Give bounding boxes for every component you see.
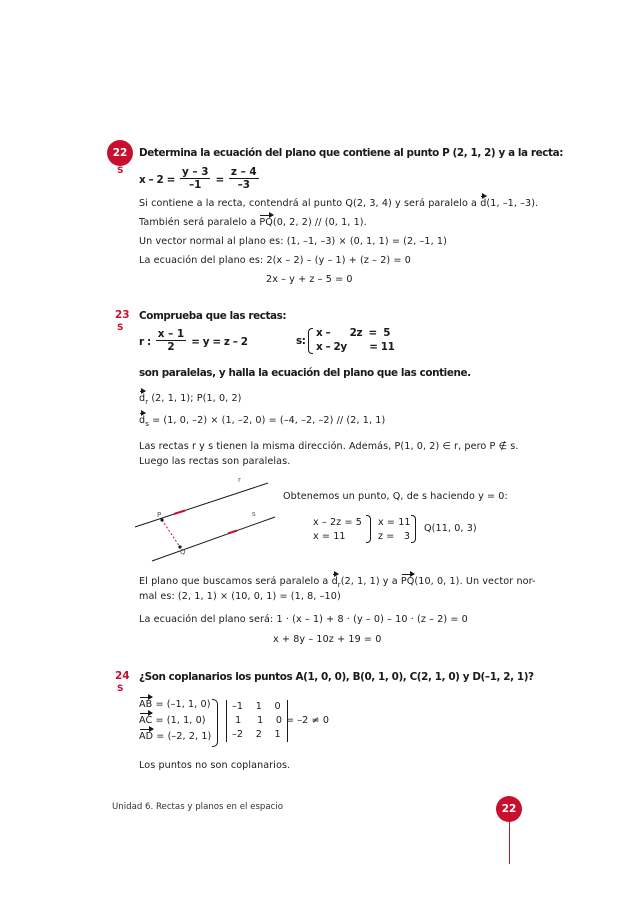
problem-heading: Comprueba que las rectas: bbox=[139, 310, 287, 322]
text: = (1, 1, 0) bbox=[152, 715, 206, 726]
denominator: –3 bbox=[237, 179, 250, 191]
denominator: 2 bbox=[167, 341, 175, 353]
system-row: x – 2y = 11 bbox=[316, 341, 395, 353]
det-row: –2 2 1 bbox=[232, 729, 281, 740]
footer-rule bbox=[509, 822, 510, 864]
right-brace bbox=[212, 699, 218, 747]
solution-mark: S bbox=[117, 323, 124, 333]
problem-heading: ¿Son coplanarios los puntos A(1, 0, 0), B(0, 1, 0), C(2, 1, 0) y D(–1, 2, 1)? bbox=[139, 671, 534, 683]
equals-sign: = bbox=[215, 174, 224, 186]
det-row: –1 1 0 bbox=[232, 701, 281, 712]
equation-left: x – 2 = bbox=[139, 174, 175, 186]
vector-line bbox=[139, 731, 211, 742]
denominator: –1 bbox=[188, 179, 202, 191]
vector-dr: d bbox=[331, 576, 338, 587]
fig-label-s: s bbox=[252, 510, 256, 518]
system-row: x – 2z = 5 bbox=[313, 517, 362, 528]
text-line bbox=[139, 217, 367, 228]
numerator: y – 3 bbox=[181, 166, 209, 178]
text-line: Luego las rectas son paralelas. bbox=[139, 456, 291, 467]
point-q-result: Q(11, 0, 3) bbox=[424, 523, 477, 534]
numerator: z – 4 bbox=[230, 166, 257, 178]
vector-line bbox=[139, 699, 211, 710]
left-brace bbox=[308, 328, 313, 354]
text: = (1, 0, –2) × (1, –2, 0) = (–4, –2, –2) // (2, 1, 1) bbox=[148, 415, 386, 426]
problem-number-22: 22 bbox=[107, 140, 133, 166]
line-s bbox=[152, 517, 275, 561]
vector-ac: AC bbox=[139, 715, 153, 726]
subscript: r bbox=[145, 397, 149, 406]
footer-unit-title: Unidad 6. Rectas y planos en el espacio bbox=[112, 802, 283, 812]
system-row: z = 3 bbox=[378, 531, 411, 542]
text-line: La ecuación del plano es: 2(x – 2) – (y – 1) + (z – 2) = 0 bbox=[139, 255, 411, 266]
text-line: Un vector normal al plano es: (1, –1, –3) × (0, 1, 1) = (2, –1, 1) bbox=[139, 236, 447, 247]
text-line bbox=[139, 415, 385, 428]
right-brace bbox=[411, 515, 416, 543]
vector-ab: AB bbox=[139, 699, 153, 710]
det-row: 1 1 0 bbox=[232, 715, 283, 726]
text-line: 2x – y + z – 5 = 0 bbox=[266, 274, 353, 285]
parallel-lines-figure bbox=[130, 475, 280, 565]
text-line: Las rectas r y s tienen la misma dirección. Además, P(1, 0, 2) ∈ r, pero P ∉ s. bbox=[139, 441, 519, 452]
problem-heading: Determina la ecuación del plano que contiene al punto P (2, 1, 2) y a la recta: bbox=[139, 147, 563, 159]
text: (1, –1, –3). bbox=[486, 198, 539, 209]
fraction bbox=[156, 328, 186, 353]
fraction bbox=[180, 166, 210, 191]
vector-pq: PQ bbox=[259, 217, 273, 228]
text: (0, 2, 2) // (0, 1, 1). bbox=[272, 217, 367, 228]
fraction bbox=[229, 166, 259, 191]
text: = (–2, 2, 1) bbox=[153, 731, 212, 742]
subscript: s bbox=[145, 419, 149, 428]
right-brace bbox=[366, 515, 371, 543]
line-equation bbox=[139, 166, 259, 191]
text: (2, 1, 1) y a bbox=[340, 576, 401, 587]
fig-label-r: r bbox=[238, 476, 241, 484]
r-rest: = y = z – 2 bbox=[191, 336, 248, 348]
det-result: = –2 ≠ 0 bbox=[286, 715, 330, 726]
text: También será paralelo a bbox=[139, 217, 260, 228]
text-line: Obtenemos un punto, Q, de s haciendo y = 0: bbox=[283, 491, 508, 502]
segment-pq bbox=[162, 520, 180, 547]
vector-dr: d bbox=[139, 393, 146, 404]
vector-ad: AD bbox=[139, 731, 154, 742]
problem-heading-cont: son paralelas, y halla la ecuación del plano que las contiene. bbox=[139, 367, 471, 379]
arrow-s bbox=[228, 531, 237, 534]
fig-label-q: Q bbox=[180, 548, 186, 556]
problem-number-23: 23 bbox=[115, 309, 130, 321]
text-line: La ecuación del plano será: 1 · (x – 1) + 8 · (y – 0) – 10 · (z – 2) = 0 bbox=[139, 614, 468, 625]
s-label: s: bbox=[296, 335, 306, 347]
page-number: 22 bbox=[496, 796, 522, 822]
text: Si contiene a la recta, contendrá al punto Q(2, 3, 4) y será paralelo a bbox=[139, 198, 481, 209]
vector-line bbox=[139, 715, 206, 726]
system-row: x – 2z = 5 bbox=[316, 327, 391, 339]
solution-mark: S bbox=[117, 166, 124, 176]
fig-label-p: P bbox=[157, 511, 162, 519]
subscript: r bbox=[337, 580, 341, 589]
text-line: mal es: (2, 1, 1) × (10, 0, 1) = (1, 8, –10) bbox=[139, 591, 341, 602]
text-line bbox=[139, 576, 536, 589]
text-line bbox=[139, 393, 242, 406]
line-r bbox=[135, 483, 268, 527]
vector-pq: PQ bbox=[400, 576, 415, 587]
problem-number-24: 24 bbox=[115, 670, 130, 682]
solution-mark: S bbox=[117, 684, 124, 694]
text-line bbox=[139, 198, 538, 209]
text: = (–1, 1, 0) bbox=[152, 699, 211, 710]
arrow-r bbox=[174, 511, 185, 515]
text: (10, 0, 1). Un vector nor- bbox=[414, 576, 536, 587]
r-label: r : bbox=[139, 336, 151, 348]
system-row: x = 11 bbox=[313, 531, 346, 542]
system-row: x = 11 bbox=[378, 517, 411, 528]
text-line: x + 8y – 10z + 19 = 0 bbox=[273, 634, 382, 645]
numerator: x – 1 bbox=[157, 328, 185, 340]
text: El plano que buscamos será paralelo a bbox=[139, 576, 332, 587]
vector-ds: d bbox=[139, 415, 146, 426]
vector-d: d bbox=[480, 198, 487, 209]
text: (2, 1, 1); P(1, 0, 2) bbox=[151, 393, 242, 404]
line-r-equation bbox=[139, 328, 248, 353]
determinant bbox=[226, 700, 288, 742]
conclusion: Los puntos no son coplanarios. bbox=[139, 760, 291, 771]
